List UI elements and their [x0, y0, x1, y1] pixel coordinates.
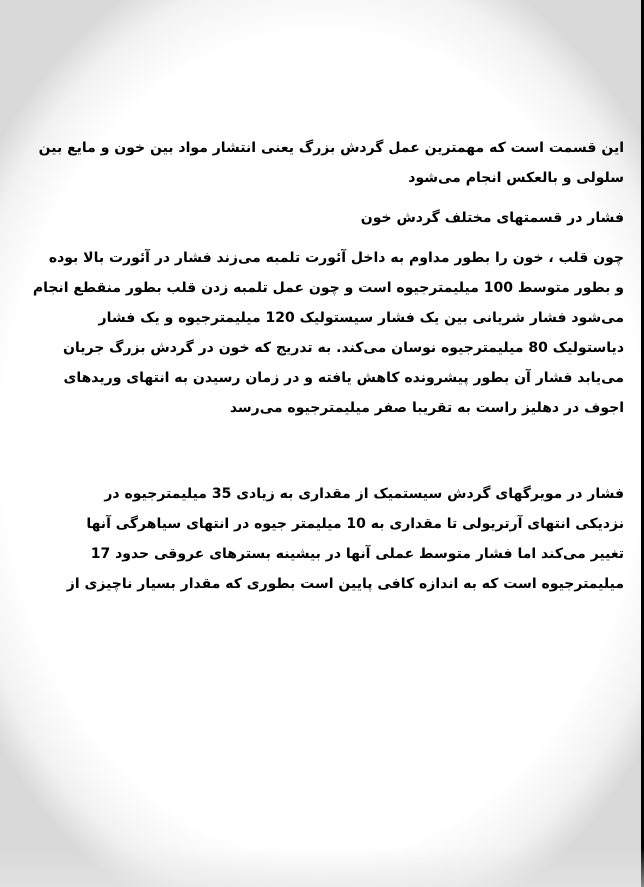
text-line: فشار در مویرگهای گردش سیستمیک از مقداری به زیادی 35 میلیمترجیوه در — [104, 486, 624, 502]
text-line: این قسمت است که مهمترین عمل گردش بزرگ یعنی انتشار مواد بین خون و مایع بین — [38, 140, 624, 156]
text-line: دیاستولیک 80 میلیمترجیوه نوسان می‌کند. به تدریج که خون در گردش بزرگ جریان — [63, 340, 624, 356]
text-line: می‌یابد فشار آن بطور پیشرونده کاهش یافته و در زمان رسیدن به انتهای وریدهای — [63, 370, 624, 386]
text-line: نزدیکی انتهای آرتریولی تا مقداری به 10 میلیمتر جیوه در انتهای سیاهرگی آنها — [86, 516, 624, 532]
text-line: و بطور متوسط 100 میلیمترجیوه است و چون عمل تلمبه زدن قلب بطور منقطع انجام — [32, 280, 624, 296]
text-line: میلیمترجیوه است که به اندازه کافی پایین است بطوری که مقدار بسیار ناچیزی از — [66, 576, 624, 592]
page-bottom-shadow — [0, 847, 644, 887]
paragraph-intro — [38, 133, 624, 193]
document-body — [32, 133, 624, 599]
text-line: اجوف در دهلیز راست به تقریبا صفر میلیمترجیوه می‌رسد — [229, 400, 624, 416]
paragraph-arterial-pressure — [32, 243, 624, 423]
text-line: تغییر می‌کند اما فشار متوسط عملی آنها در بیشینه بسترهای عروقی حدود 17 — [90, 546, 624, 562]
paragraph-capillary-pressure — [66, 479, 624, 599]
heading-line: فشار در قسمتهای مختلف گردش خون — [360, 210, 624, 226]
text-line: چون قلب ، خون را بطور مداوم به داخل آئورت تلمبه می‌زند فشار در آئورت بالا بوده — [48, 250, 624, 266]
section-heading — [98, 203, 624, 233]
text-line: می‌شود فشار شریانی بین یک فشار سیستولیک 120 میلیمترجیوه و یک فشار — [98, 310, 624, 326]
text-line: سلولی و بالعکس انجام می‌شود — [408, 170, 624, 186]
